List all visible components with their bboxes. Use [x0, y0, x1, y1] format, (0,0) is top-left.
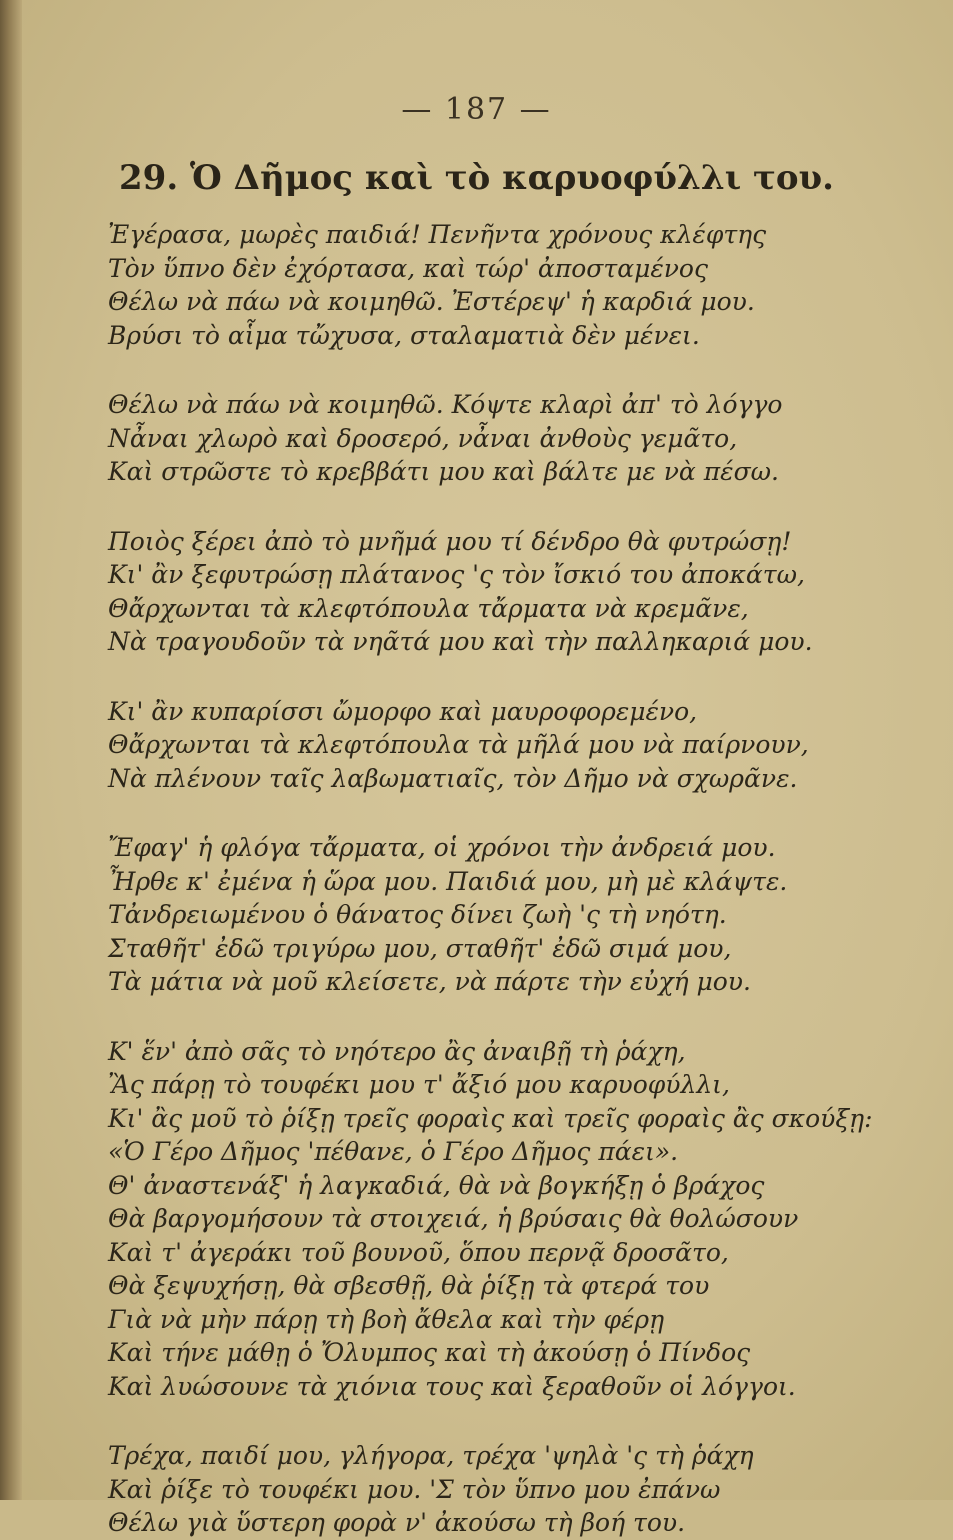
poem-line: Τὸν ὕπνο δὲν ἐχόρτασα, καὶ τώρ' ἀποσταμένος	[108, 253, 708, 283]
stanza-gap	[108, 659, 898, 695]
poem-line: Θέλω νὰ πάω νὰ κοιμηθῶ. Ἐστέρεψ' ἡ καρδιά μου.	[108, 287, 755, 316]
poem-line: Ποιὸς ξέρει ἀπὸ τὸ μνῆμά μου τί δένδρο θὰ φυτρώσῃ!	[108, 526, 792, 556]
stanza-gap	[108, 1403, 898, 1439]
stanza-gap	[108, 352, 898, 388]
poem-line: Θέλω νὰ πάω νὰ κοιμηθῶ. Κόψτε κλαρὶ ἀπ' τὸ λόγγο	[108, 390, 783, 419]
poem-line: Καὶ λυώσουνε τὰ χιόνια τους καὶ ξεραθοῦν οἱ λόγγοι.	[108, 1371, 796, 1401]
poem-line: Νὰ πλένουν ταῖς λαβωματιαῖς, τὸν Δῆμο νὰ σχωρᾶνε.	[108, 763, 798, 793]
poem-line: Νὰ τραγουδοῦν τὰ νηᾶτά μου καὶ τὴν παλληκαριά μου.	[108, 627, 813, 656]
poem-line: Ἂς πάρῃ τὸ τουφέκι μου τ' ἄξιό μου καρυοφύλλι,	[108, 1070, 730, 1099]
poem-line: Θὰ βαργομήσουν τὰ στοιχειά, ἡ βρύσαις θὰ θολώσουν	[108, 1204, 799, 1233]
poem-line: Καὶ τ' ἀγεράκι τοῦ βουνοῦ, ὅπου περνᾷ δροσᾶτο,	[108, 1237, 729, 1267]
stanza	[108, 388, 898, 489]
poem-title: 29. Ὁ Δῆμος καὶ τὸ καρυοφύλλι του.	[119, 158, 834, 198]
poem-line: Θέλω γιὰ ὕστερη φορὰ ν' ἀκούσω τὴ βοή του.	[108, 1508, 686, 1537]
poem-line: Σταθῆτ' ἐδῶ τριγύρω μου, σταθῆτ' ἐδῶ σιμά μου,	[108, 933, 732, 963]
stanza	[108, 218, 898, 352]
poem-line: Τὰ μάτια νὰ μοῦ κλείσετε, νὰ πάρτε τὴν εὐχή μου.	[108, 967, 751, 996]
poem-line: Κι' ἂν κυπαρίσσι ὤμορφο καὶ μαυροφορεμένο,	[108, 696, 698, 726]
stanza-gap	[108, 999, 898, 1035]
poem-line: Θ' ἀναστενάξ' ἡ λαγκαδιά, θὰ νὰ βογκήξῃ ὁ βράχος	[108, 1170, 765, 1200]
poem-line: Βρύσι τὸ αἷμα τὤχυσα, σταλαματιὰ δὲν μένει.	[108, 320, 700, 350]
poem-line: Ἔφαγ' ἡ φλόγα τἄρματα, οἱ χρόνοι τὴν ἀνδρειά μου.	[108, 833, 776, 862]
stanza-gap	[108, 795, 898, 831]
poem-line: Θἄρχωνται τὰ κλεφτόπουλα τἄρματα νὰ κρεμᾶνε,	[108, 593, 749, 623]
stanza	[108, 695, 898, 796]
page-number: — 187 —	[401, 92, 552, 127]
poem-line: Ἐγέρασα, μωρὲς παιδιά! Πενῆντα χρόνους κλέφτης	[108, 220, 767, 249]
poem-line: Κ' ἕν' ἀπὸ σᾶς τὸ νηότερο ἂς ἀναιβῇ τὴ ῥάχη,	[108, 1036, 686, 1066]
stanza	[108, 1035, 898, 1404]
stanza	[108, 831, 898, 999]
poem-line: Θἄρχωνται τὰ κλεφτόπουλα τὰ μῆλά μου νὰ παίρνουν,	[108, 730, 809, 759]
poem-line: Τρέχα, παιδί μου, γλήγορα, τρέχα 'ψηλὰ 'ς τὴ ῥάχη	[108, 1441, 754, 1470]
stanza	[108, 1439, 898, 1540]
poem-line: Καὶ ῥίξε τὸ τουφέκι μου. 'Σ τὸν ὕπνο μου ἐπάνω	[108, 1474, 721, 1504]
poem-line: «Ὁ Γέρο Δῆμος 'πέθανε, ὁ Γέρο Δῆμος πάει».	[108, 1137, 679, 1166]
book-spine-shadow	[0, 0, 22, 1500]
poem-line: Γιὰ νὰ μὴν πάρῃ τὴ βοὴ ἄθελα καὶ τὴν φέρῃ	[108, 1304, 665, 1334]
stanza-gap	[108, 489, 898, 525]
poem-line: Καὶ στρῶστε τὸ κρεββάτι μου καὶ βάλτε με νὰ πέσω.	[108, 457, 779, 486]
poem-body	[108, 218, 898, 1540]
poem-line: Νἆναι χλωρὸ καὶ δροσερό, νἆναι ἀνθοὺς γεμᾶτο,	[108, 423, 738, 453]
poem-line: Ἦρθε κ' ἐμένα ἡ ὥρα μου. Παιδιά μου, μὴ μὲ κλάψτε.	[108, 866, 788, 896]
poem-line: Τἀνδρειωμένου ὁ θάνατος δίνει ζωὴ 'ς τὴ νηότη.	[108, 900, 727, 929]
poem-line: Κι' ἂς μοῦ τὸ ῥίξῃ τρεῖς φοραὶς καὶ τρεῖς φοραὶς ἂς σκούξῃ:	[108, 1103, 873, 1133]
stanza	[108, 525, 898, 659]
poem-line: Καὶ τήνε μάθῃ ὁ Ὄλυμπος καὶ τὴ ἀκούσῃ ὁ Πίνδος	[108, 1338, 751, 1367]
poem-line: Θὰ ξεψυχήσῃ, θὰ σβεσθῇ, θὰ ῥίξῃ τὰ φτερά του	[108, 1271, 710, 1300]
poem-line: Κι' ἂν ξεφυτρώσῃ πλάτανος 'ς τὸν ἴσκιό του ἀποκάτω,	[108, 560, 805, 589]
